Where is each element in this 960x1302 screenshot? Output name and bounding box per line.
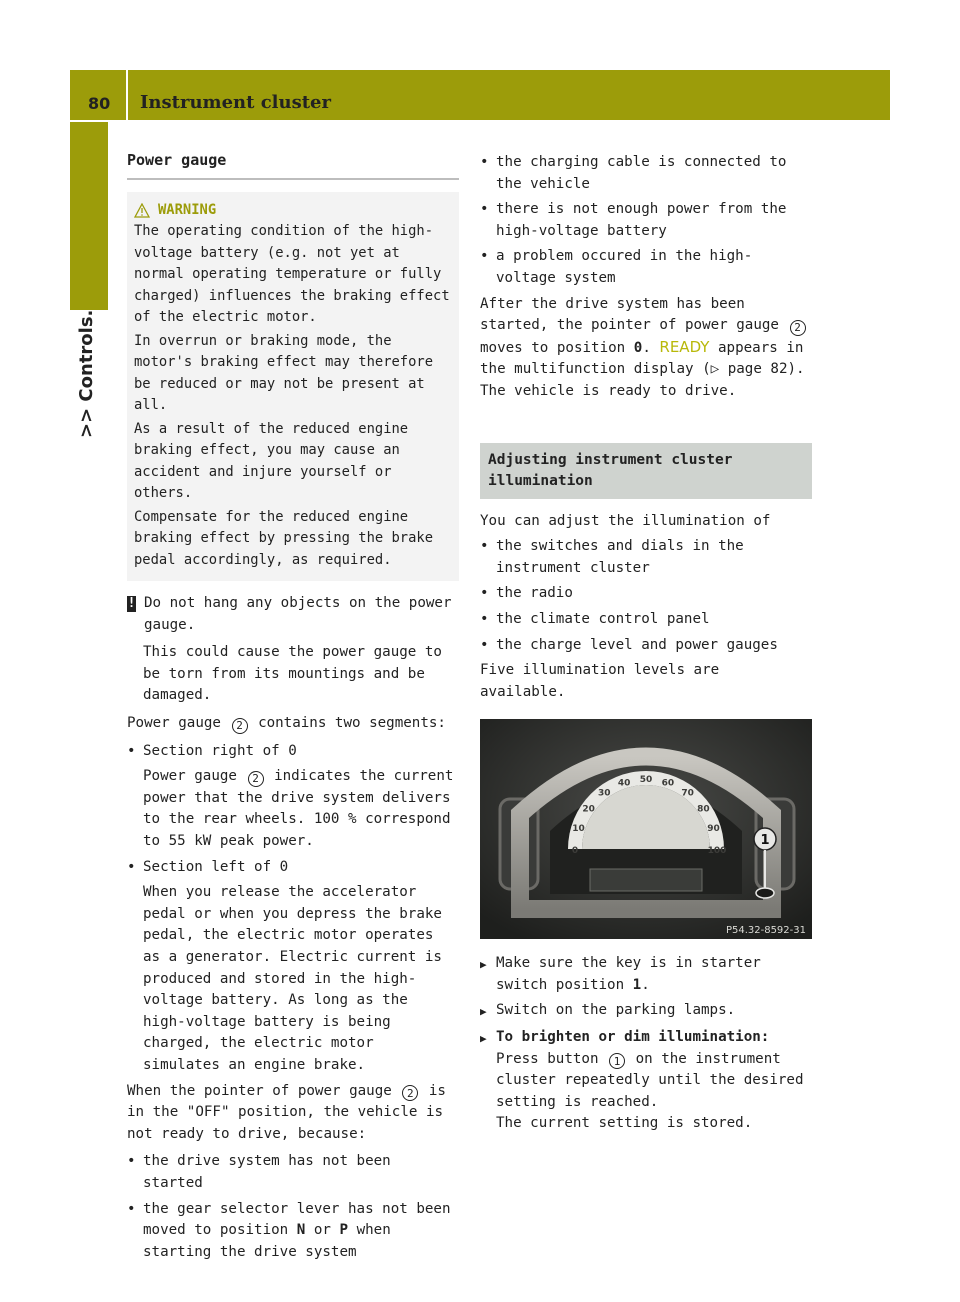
list-item: • a problem occured in the high-voltage system — [480, 248, 753, 286]
instrument-cluster-illustration — [480, 719, 812, 939]
callout-2-icon: 2 — [402, 1085, 418, 1101]
levels-text: Five illumination levels are available. — [480, 662, 720, 700]
warning-paragraph: Compensate for the reduced engine braking effect by pressing the brake pedal accordingly, as required. — [134, 508, 434, 568]
list-item: • the charging cable is connected to the vehicle — [480, 154, 787, 192]
instrument-cluster-photo — [480, 719, 812, 939]
adjust-intro: You can adjust the illumination of — [480, 512, 771, 529]
off-position-text: When the pointer of power gauge 2 is in the "OFF" position, the vehicle is not ready to drive, because: — [127, 1082, 446, 1142]
photo-caption-code: P54.32-8592-31 — [725, 925, 806, 937]
chapter-title: Instrument cluster — [140, 92, 331, 113]
instruction-step: ▶ To brighten or dim illumination: Press button 1 on the instrument cluster repeatedly until the desired setting is reached. The current setting is stored. — [480, 1027, 812, 1135]
page-number-block — [70, 70, 126, 120]
warning-paragraph: In overrun or braking mode, the motor's braking effect may therefore be reduced or may not be present at all. — [134, 332, 434, 414]
speedometer-tick-label: 20 — [582, 804, 595, 815]
warning-box — [127, 192, 459, 582]
segments-intro: Power gauge 2 contains two segments: — [127, 715, 446, 733]
warning-heading — [134, 200, 453, 222]
list-item: • the climate control panel — [480, 610, 710, 627]
bullet-detail: Power gauge 2 indicates the current power that the drive system delivers to the rear wheels. 100 % correspond to 55 kW peak power. — [143, 768, 454, 850]
ready-indicator: READY — [659, 337, 710, 356]
damage-note — [127, 593, 459, 707]
page-number: 80 — [88, 94, 111, 113]
speedometer-tick-label: 40 — [617, 778, 631, 789]
speedometer-tick-label: 100 — [707, 846, 727, 857]
speedometer-tick-label: 0 — [571, 846, 579, 857]
side-section-label: >> Controls. — [76, 309, 97, 438]
list-item: • Section left of 0 — [127, 858, 289, 875]
bullet-detail: When you release the accelerator pedal or when you depress the brake pedal, the electric motor operates as a generator. Electric current is produced and stored in the high-voltage battery. As long as the high-voltage battery is being charged, the electric motor simulates an engine brake. — [143, 884, 442, 1073]
list-item: • the gear selector lever has not been moved to position N or P when starting the drive system — [127, 1200, 451, 1260]
section-title-illumination: Adjusting instrument cluster illumination — [480, 443, 812, 499]
photo-callout-label: 1 — [760, 833, 770, 849]
list-item: • there is not enough power from the high-voltage battery — [480, 201, 787, 239]
step-arrow-icon: ▶ — [480, 1032, 487, 1046]
side-tab — [70, 122, 108, 310]
list-item: • Section right of 0 — [127, 742, 297, 759]
left-column — [127, 150, 459, 1263]
speedometer-tick-label: 10 — [572, 824, 585, 835]
callout-2-icon: 2 — [248, 771, 264, 787]
speedometer-tick-label: 50 — [639, 775, 653, 786]
list-item: • the switches and dials in the instrument cluster — [480, 538, 744, 576]
callout-2-icon: 2 — [790, 320, 806, 336]
callout-1-icon: 1 — [609, 1053, 625, 1069]
page-ref-arrow-icon: ▷ — [710, 361, 720, 378]
speedometer-tick-label: 80 — [697, 804, 710, 815]
note-text: This could cause the power gauge to be torn from its mountings and be damaged. — [143, 644, 442, 704]
warning-triangle-icon — [134, 203, 150, 218]
warning-paragraph: As a result of the reduced engine braking effect, you may cause an accident and injure yourself or others. — [134, 420, 409, 502]
list-item: • the drive system has not been started — [127, 1153, 391, 1191]
note-text: Do not hang any objects on the power gauge. — [144, 595, 452, 633]
speedometer-tick-label: 30 — [598, 788, 611, 799]
right-column — [480, 152, 812, 1135]
chapter-header — [128, 70, 890, 120]
section-title-power-gauge: Power gauge — [127, 150, 459, 180]
exclamation-icon: ! — [127, 596, 136, 612]
step-arrow-icon: ▶ — [480, 1005, 487, 1019]
list-item: • the charge level and power gauges — [480, 636, 778, 653]
list-item: • the radio — [480, 585, 573, 602]
warning-label: WARNING — [158, 201, 217, 218]
instruction-step: ▶ Switch on the parking lamps. — [480, 1000, 812, 1023]
instruction-step: ▶ Make sure the key is in starter switch position 1. — [480, 953, 812, 996]
speedometer-tick-label: 60 — [661, 778, 675, 789]
step-arrow-icon: ▶ — [480, 958, 487, 972]
warning-paragraph: The operating condition of the high-voltage battery (e.g. not yet at normal operating temperature or fully charged) influences the braking effect of the electric motor. — [134, 223, 450, 326]
speedometer-tick-label: 90 — [707, 824, 720, 835]
callout-2-icon: 2 — [232, 718, 248, 734]
speedometer-tick-label: 70 — [681, 788, 694, 799]
ready-paragraph: After the drive system has been started, the pointer of power gauge 2 moves to position 0. READY appears in the multifunction display (▷ page 82). The vehicle is ready to drive. — [480, 295, 805, 399]
